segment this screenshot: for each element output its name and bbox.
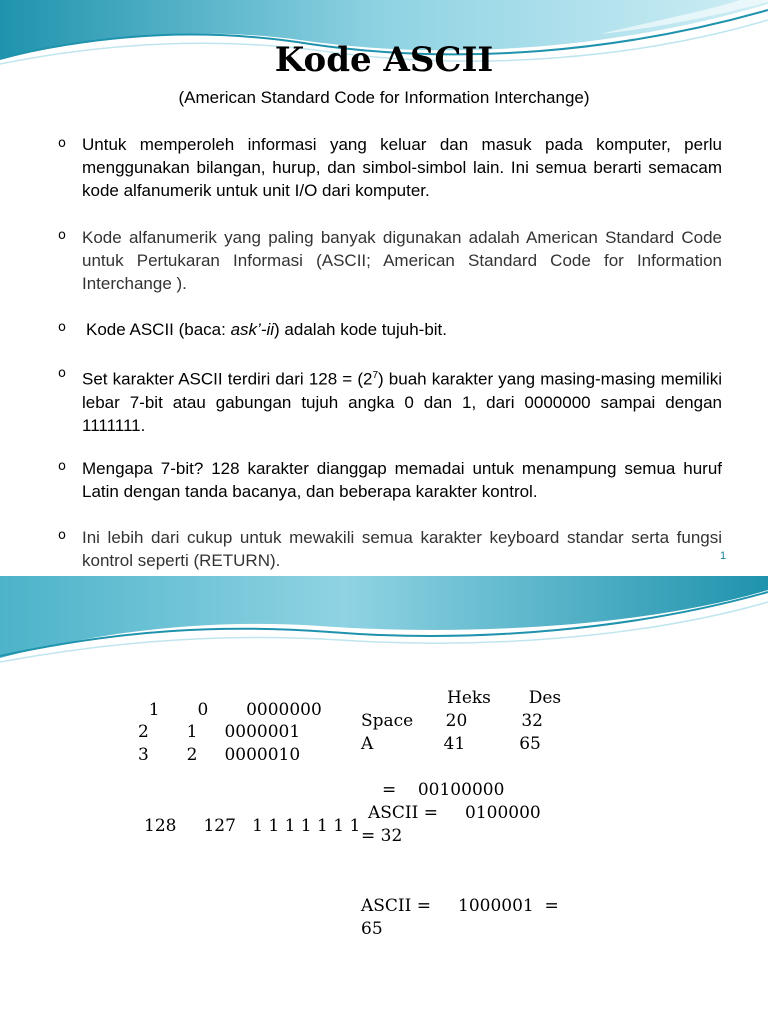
bullet-marker: o: [58, 320, 66, 335]
equation-line-4: ASCII = 1000001 =: [361, 896, 559, 916]
binary-table-row-3: 3 2 0000010: [138, 745, 301, 765]
paragraph-3-text: Kode ASCII (baca:: [86, 320, 231, 339]
bullet-marker: o: [58, 528, 66, 543]
paragraph-4-superscript: 7: [372, 370, 379, 381]
equation-line-1: = 00100000: [382, 780, 505, 800]
paragraph-3-text-end: ) adalah kode tujuh-bit.: [274, 320, 447, 339]
paragraph-5: Mengapa 7-bit? 128 karakter dianggap memadai untuk menampung semua huruf Latin dengan tanda bacanya, dan beberapa karakter kontrol.: [82, 459, 722, 501]
equation-line-2: ASCII = 0100000: [368, 803, 541, 823]
bullet-marker: o: [58, 366, 66, 381]
a-row: A 41 65: [361, 734, 541, 754]
hex-dec-header: Heks Des: [447, 688, 562, 708]
paragraph-3-italic: ask’-ii: [230, 320, 275, 339]
paragraph-2: Kode alfanumerik yang paling banyak digunakan adalah American Standard Code untuk Pertukaran Informasi (ASCII; American Standard Code for Information Interchange ).: [82, 228, 722, 293]
paragraph-4: [82, 364, 722, 437]
paragraph-6: Ini lebih dari cukup untuk mewakili semua karakter keyboard standar serta fungsi kontrol seperti (RETURN).: [82, 528, 722, 570]
paragraph-3: [86, 318, 726, 341]
binary-table-row-128: 128 127 1 1 1 1 1 1 1: [144, 816, 361, 836]
second-slide-wave-decoration: [0, 576, 768, 666]
bullet-marker: o: [58, 136, 66, 151]
slide-2: [0, 576, 768, 1024]
slide-subtitle: (American Standard Code for Information Interchange): [178, 88, 590, 107]
slide-title: Kode ASCII: [274, 40, 494, 80]
equation-line-3: = 32: [361, 826, 403, 846]
bullet-marker: o: [58, 459, 66, 474]
paragraph-4-text-end: ) buah karakter yang masing-masing memiliki lebar 7-bit atau gabungan tujuh angka 0 dan 1, dari 0000000 sampai dengan 1111111.: [82, 369, 722, 435]
bullet-marker: o: [58, 228, 66, 243]
binary-table-row-1: 1 0 0000000: [138, 700, 322, 720]
space-row: Space 20 32: [361, 711, 543, 731]
equation-line-5: 65: [361, 919, 383, 939]
binary-table-row-2: 2 1 0000001: [138, 722, 301, 742]
paragraph-1: Untuk memperoleh informasi yang keluar dan masuk pada komputer, perlu menggunakan bilangan, hurup, dan simbol-simbol lain. Ini semua berarti semacam kode alfanumerik untuk unit I/O dari komputer.: [82, 135, 722, 200]
paragraph-4-text: Set karakter ASCII terdiri dari 128 = (2: [82, 369, 373, 389]
page-number: 1: [720, 550, 727, 562]
